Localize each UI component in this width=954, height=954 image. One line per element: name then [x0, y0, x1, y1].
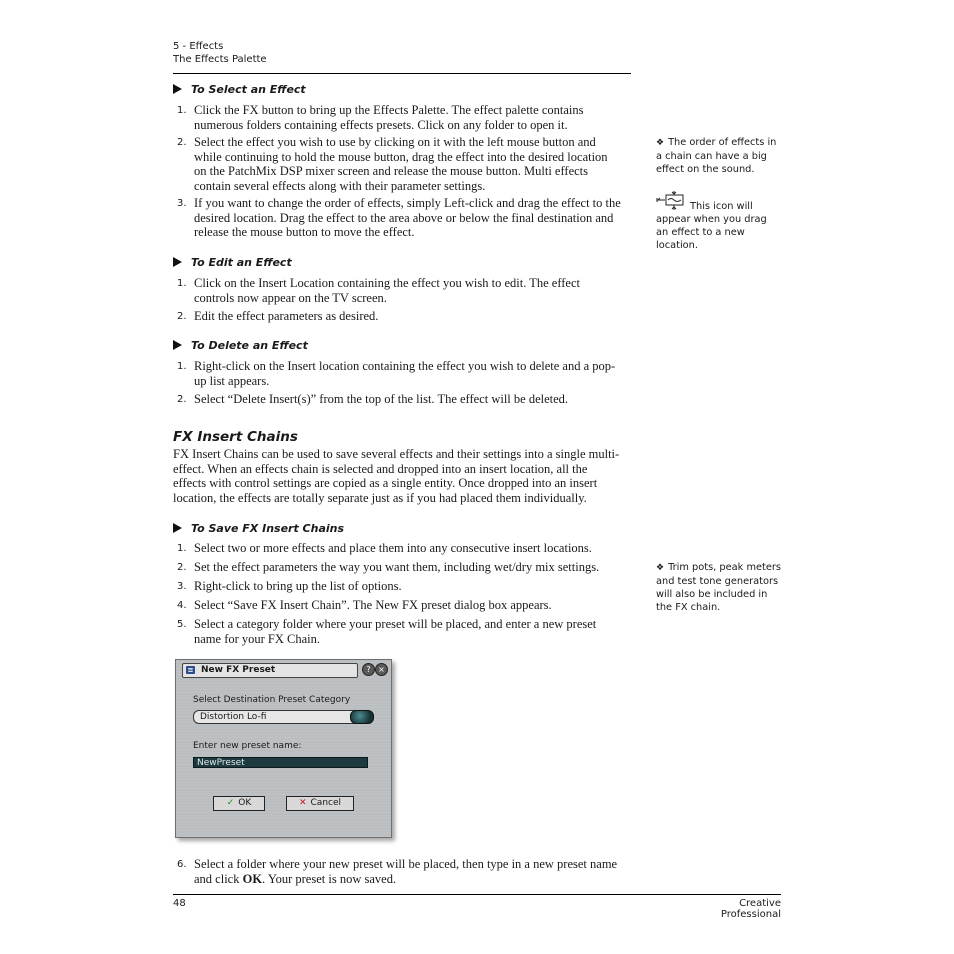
- diamond-bullet-icon: ❖: [656, 138, 665, 148]
- note-line: The order of effects in: [668, 137, 777, 148]
- category-select[interactable]: [193, 710, 358, 724]
- step-line: Select “Save FX Insert Chain”. The New FX preset dialog box appears.: [194, 598, 552, 612]
- x-icon: ✕: [298, 798, 307, 808]
- step-line: controls now appear on the TV screen.: [194, 290, 387, 305]
- procedure-heading-text: To Select an Effect: [191, 83, 306, 96]
- step-line: while continuing to hold the mouse button, drag the effect into the desired location: [194, 149, 608, 164]
- preset-name-input[interactable]: NewPreset: [193, 757, 368, 768]
- check-icon: ✓: [226, 798, 235, 808]
- step-line: Click on the Insert Location containing the effect you wish to edit. The effect: [194, 276, 580, 290]
- procedure-heading-edit: [173, 256, 292, 269]
- step-number: 2.: [177, 394, 187, 405]
- ok-label: OK: [238, 798, 252, 808]
- step-number: 2.: [177, 562, 187, 573]
- help-button[interactable]: ?: [362, 663, 375, 676]
- note-line: and test tone generators: [656, 576, 779, 587]
- procedure-heading-text: To Delete an Effect: [191, 339, 308, 352]
- ok-bold-text: OK: [242, 871, 263, 886]
- step-number: 2.: [177, 311, 187, 322]
- category-value: Distortion Lo-fi: [200, 712, 267, 722]
- list-item: [173, 196, 631, 242]
- running-header: [173, 40, 267, 66]
- note-line: effect on the sound.: [656, 164, 755, 175]
- paragraph-line: location, the effects are totally separate just as if you had placed them individually.: [173, 490, 587, 505]
- list-item: [173, 103, 631, 133]
- note-line: the FX chain.: [656, 602, 721, 613]
- paragraph-line: FX Insert Chains can be used to save several effects and their settings into a single multi-: [173, 447, 620, 461]
- list-item: [173, 309, 631, 325]
- step-line: If you want to change the order of effects, simply Left-click and drag the effect to the: [194, 196, 621, 210]
- step-number: 6.: [177, 859, 187, 870]
- triangle-bullet-icon: [173, 257, 182, 267]
- step-number: 1.: [177, 543, 187, 554]
- list-item: [173, 135, 631, 195]
- step-text: and click: [194, 871, 243, 886]
- step-line: Select a category folder where your preset will be placed, and enter a new preset: [194, 617, 597, 631]
- step-line: Set the effect parameters the way you want them, including wet/dry mix settings.: [194, 560, 600, 574]
- triangle-bullet-icon: [173, 84, 182, 94]
- step-line: Click the FX button to bring up the Effects Palette. The effect palette contains: [194, 103, 584, 117]
- step-number: 5.: [177, 619, 187, 630]
- list-item: [173, 560, 631, 576]
- section-label: The Effects Palette: [173, 54, 267, 65]
- step-number: 3.: [177, 198, 187, 209]
- step-line: Right-click to bring up the list of options.: [194, 579, 402, 593]
- procedure-heading-delete: [173, 339, 308, 352]
- step-line: [194, 872, 631, 887]
- list-item: [173, 359, 631, 389]
- step-line: Select a folder where your new preset will be placed, then type in a new preset name: [194, 857, 618, 871]
- sidenote-effect-order: [656, 136, 786, 176]
- triangle-bullet-icon: [173, 340, 182, 350]
- list-item: [173, 541, 631, 557]
- step-line: name for your FX Chain.: [194, 631, 321, 646]
- procedure-heading-select: [173, 83, 306, 96]
- sidenote-trim-pots: [656, 561, 786, 614]
- step-number: 1.: [177, 361, 187, 372]
- list-item: [173, 617, 631, 647]
- step-line: numerous folders containing effects presets. Click on any folder to open it.: [194, 117, 568, 132]
- paragraph-line: effects with control settings are copied as a single entity. Once dropped into an insert: [173, 476, 598, 491]
- procedure-heading-text: To Save FX Insert Chains: [191, 522, 345, 535]
- preset-name-label: Enter new preset name:: [193, 741, 302, 751]
- list-item: [173, 392, 631, 408]
- procedure-heading-text: To Edit an Effect: [191, 256, 292, 269]
- step-line: Select two or more effects and place them into any consecutive insert locations.: [194, 541, 592, 555]
- list-item: [173, 579, 631, 595]
- page-number: 48: [173, 898, 186, 909]
- procedure-heading-save: [173, 522, 344, 535]
- list-item: [173, 598, 631, 614]
- ok-button[interactable]: [213, 796, 265, 811]
- note-line: will also be included in: [656, 589, 768, 600]
- step-number: 1.: [177, 105, 187, 116]
- step-line: up list appears.: [194, 373, 270, 388]
- note-line: an effect to a new: [656, 227, 745, 238]
- chapter-label: 5 - Effects: [173, 41, 224, 52]
- close-button[interactable]: ×: [375, 663, 388, 676]
- section-title: FX Insert Chains: [173, 429, 298, 445]
- step-line: desired location. Drag the effect to the area above or below the final destination and: [194, 210, 614, 225]
- footer-brand: Creative Professional: [720, 898, 781, 920]
- step-number: 1.: [177, 278, 187, 289]
- step-line: Select the effect you wish to use by clicking on it with the left mouse button and: [194, 135, 596, 149]
- note-line: location.: [656, 240, 698, 251]
- dialog-title: New FX Preset: [201, 665, 276, 675]
- step-line: release the mouse button to move the effect.: [194, 225, 415, 240]
- step-line: Select “Delete Insert(s)” from the top of the list. The effect will be deleted.: [194, 392, 569, 406]
- cancel-button[interactable]: [286, 796, 354, 811]
- paragraph-line: effect. When an effects chain is selected and dropped into an insert location, all the: [173, 461, 588, 476]
- note-line: a chain can have a big: [656, 151, 767, 162]
- section-paragraph: [173, 447, 631, 505]
- header-rule: [173, 73, 631, 74]
- move-effect-icon: [656, 191, 684, 211]
- list-item: [173, 857, 631, 887]
- note-line: This icon will: [690, 201, 753, 212]
- menu-icon[interactable]: ≡: [187, 666, 194, 674]
- step-line: on the PatchMix DSP mixer screen and release the mouse button. Multi effects: [194, 164, 589, 179]
- step-number: 4.: [177, 600, 187, 611]
- step-line: Right-click on the Insert location containing the effect you wish to delete and a pop-: [194, 359, 616, 373]
- diamond-bullet-icon: ❖: [656, 563, 665, 573]
- category-label: Select Destination Preset Category: [193, 695, 351, 705]
- note-line: Trim pots, peak meters: [668, 562, 782, 573]
- footer-rule: [173, 894, 781, 895]
- step-text: . Your preset is now saved.: [262, 871, 397, 886]
- dropdown-knob-icon[interactable]: [350, 710, 374, 724]
- step-number: 2.: [177, 137, 187, 148]
- list-item: [173, 276, 631, 306]
- step-line: Edit the effect parameters as desired.: [194, 309, 379, 323]
- dialog-title-bar: [182, 663, 358, 678]
- sidenote-move-icon: [656, 191, 786, 252]
- step-number: 3.: [177, 581, 187, 592]
- cancel-label: Cancel: [310, 798, 342, 808]
- step-line: contain several effects along with their parameter settings.: [194, 178, 486, 193]
- note-line: appear when you drag: [656, 214, 767, 225]
- triangle-bullet-icon: [173, 523, 182, 533]
